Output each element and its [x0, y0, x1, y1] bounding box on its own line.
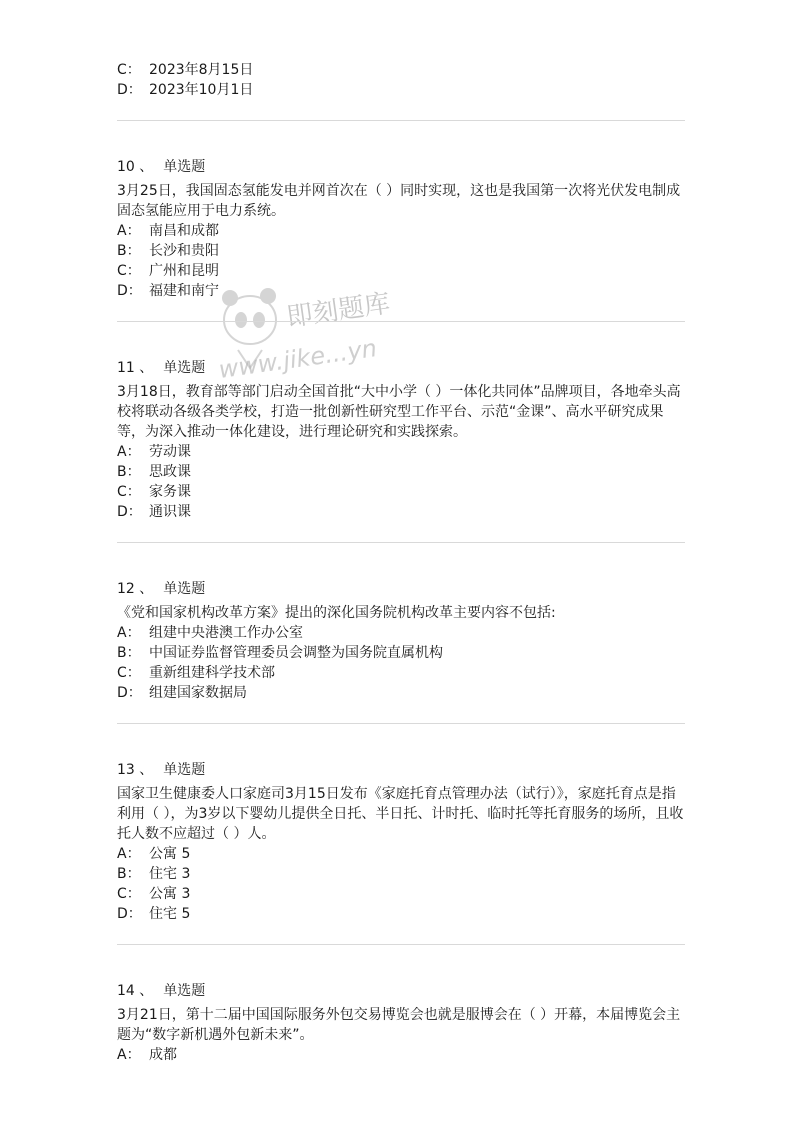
- option-label: D：: [117, 685, 142, 701]
- option-row: [117, 683, 685, 703]
- option-text: 组建中央港澳工作办公室: [149, 625, 303, 641]
- question-number: 13 、: [117, 762, 154, 778]
- option-text: 成都: [149, 1047, 177, 1063]
- watermark-url: www.jike...yn: [216, 334, 379, 384]
- option-row: [117, 482, 685, 502]
- option-label: A：: [117, 625, 141, 641]
- document-page: [117, 60, 685, 1065]
- option-label: D：: [117, 283, 142, 299]
- option-row: [117, 502, 685, 522]
- option-label: C：: [117, 62, 141, 78]
- question-stem: 3月21日，第十二届中国国际服务外包交易博览会也就是服博会在（ ）开幕，本届博览会主题为“数字新机遇外包新未来”。: [117, 1007, 681, 1043]
- option-text: 广州和昆明: [149, 263, 219, 279]
- question-type: 单选题: [163, 762, 206, 778]
- question-number: 14 、: [117, 983, 154, 999]
- question-stem: 《党和国家机构改革方案》提出的深化国务院机构改革主要内容不包括:: [117, 605, 556, 621]
- option-label: C：: [117, 484, 141, 500]
- option-row: [117, 80, 685, 100]
- question-block-13: [117, 760, 685, 924]
- option-text: 劳动课: [149, 444, 191, 460]
- option-row: [117, 643, 685, 663]
- option-text: 中国证券监督管理委员会调整为国务院直属机构: [149, 645, 443, 661]
- question-stem: 国家卫生健康委人口家庭司3月15日发布《家庭托育点管理办法（试行）》，家庭托育点是指利用（ ），为3岁以下婴幼儿提供全日托、半日托、计时托、临时托等托育服务的场所，且收托人数不应超过（ ）人。: [117, 786, 684, 842]
- option-text: 住宅 3: [149, 866, 191, 882]
- option-row: [117, 663, 685, 683]
- question-type: 单选题: [163, 360, 206, 376]
- option-row: [117, 1045, 685, 1065]
- question-block-10: [117, 157, 685, 301]
- option-row: [117, 844, 685, 864]
- option-label: A：: [117, 223, 141, 239]
- option-text: 住宅 5: [149, 906, 191, 922]
- option-label: B：: [117, 866, 141, 882]
- question-stem: 3月25日，我国固态氢能发电并网首次在（ ）同时实现，这也是我国第一次将光伏发电制成固态氢能应用于电力系统。: [117, 183, 681, 219]
- option-label: A：: [117, 444, 141, 460]
- option-label: A：: [117, 1047, 141, 1063]
- question-type: 单选题: [163, 983, 206, 999]
- option-text: 2023年10月1日: [149, 82, 254, 98]
- question-number: 11 、: [117, 360, 154, 376]
- option-text: 通识课: [149, 504, 191, 520]
- question-number: 10 、: [117, 159, 154, 175]
- option-row: [117, 623, 685, 643]
- option-label: A：: [117, 846, 141, 862]
- option-row: [117, 261, 685, 281]
- option-text: 南昌和成都: [149, 223, 219, 239]
- question-header: [117, 579, 685, 599]
- option-row: [117, 462, 685, 482]
- option-text: 思政课: [149, 464, 191, 480]
- option-row: [117, 60, 685, 80]
- question-header: [117, 157, 685, 177]
- option-label: C：: [117, 665, 141, 681]
- option-row: [117, 221, 685, 241]
- option-row: [117, 864, 685, 884]
- question-type: 单选题: [163, 159, 206, 175]
- option-text: 福建和南宁: [149, 283, 219, 299]
- previous-question-tail: [117, 60, 685, 100]
- question-type: 单选题: [163, 581, 206, 597]
- option-label: B：: [117, 243, 141, 259]
- option-label: B：: [117, 645, 141, 661]
- option-label: B：: [117, 464, 141, 480]
- watermark-brand: 即刻题库: [284, 288, 392, 333]
- option-label: D：: [117, 906, 142, 922]
- option-row: [117, 884, 685, 904]
- option-row: [117, 904, 685, 924]
- option-label: D：: [117, 82, 142, 98]
- question-header: [117, 981, 685, 1001]
- option-label: D：: [117, 504, 142, 520]
- option-row: [117, 442, 685, 462]
- question-header: [117, 358, 685, 378]
- option-row: [117, 241, 685, 261]
- option-label: C：: [117, 886, 141, 902]
- option-text: 组建国家数据局: [149, 685, 247, 701]
- question-stem: 3月18日，教育部等部门启动全国首批“大中小学（ ）一体化共同体”品牌项目，各地牵头高校将联动各级各类学校，打造一批创新性研究型工作平台、示范“金课”、高水平研究成果等，为深入推动一体化建设，进行理论研究和实践探索。: [117, 384, 681, 440]
- option-text: 长沙和贵阳: [149, 243, 219, 259]
- question-block-14: [117, 981, 685, 1065]
- option-text: 重新组建科学技术部: [149, 665, 275, 681]
- option-text: 公寓 5: [149, 846, 191, 862]
- question-header: [117, 760, 685, 780]
- option-row: [117, 281, 685, 301]
- question-number: 12 、: [117, 581, 154, 597]
- option-text: 家务课: [149, 484, 191, 500]
- option-text: 公寓 3: [149, 886, 191, 902]
- option-label: C：: [117, 263, 141, 279]
- question-block-12: [117, 579, 685, 703]
- option-text: 2023年8月15日: [149, 62, 254, 78]
- question-block-11: [117, 358, 685, 522]
